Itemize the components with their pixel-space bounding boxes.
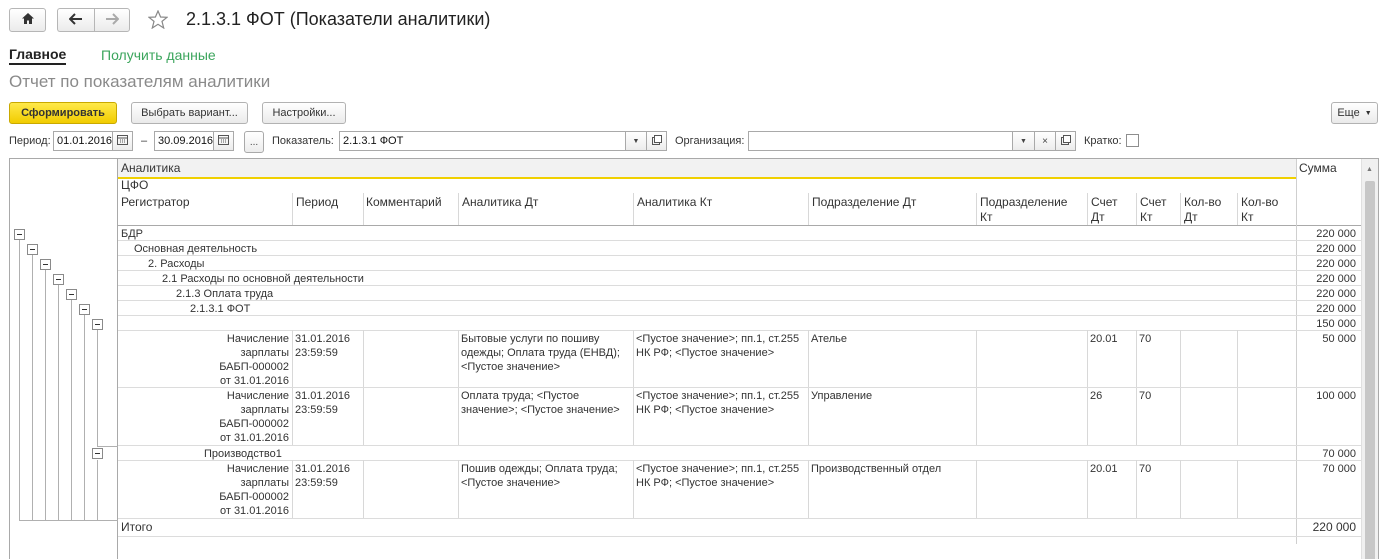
header-acc-dt-line2: Дт bbox=[1091, 210, 1105, 224]
org-label: Организация: bbox=[675, 135, 745, 147]
period-to-calendar-button[interactable] bbox=[213, 131, 234, 151]
calendar-icon bbox=[218, 135, 229, 148]
choose-variant-button[interactable]: Выбрать вариант... bbox=[131, 102, 248, 124]
tab-get-data[interactable]: Получить данные bbox=[101, 47, 216, 63]
forward-button[interactable] bbox=[94, 8, 130, 32]
header-acc-dt-line1: Счет bbox=[1091, 195, 1118, 209]
analytics-dt-cell: одежды; Оплата труда (ЕНВД); bbox=[461, 347, 620, 359]
period-label: Период: bbox=[9, 135, 51, 147]
registrar-line: зарплаты bbox=[240, 404, 289, 416]
collapse-icon[interactable] bbox=[92, 448, 103, 459]
analytics-dt-cell: Пошив одежды; Оплата труда; bbox=[461, 463, 618, 475]
sum-cell: 70 000 bbox=[1322, 463, 1356, 475]
period-cell: 31.01.2016 bbox=[295, 463, 351, 475]
org-field[interactable] bbox=[748, 131, 1012, 151]
subgroup-sum: 70 000 bbox=[1322, 448, 1356, 460]
registrar-line: Начисление bbox=[226, 390, 289, 402]
collapse-icon[interactable] bbox=[14, 229, 25, 240]
period-dash: – bbox=[141, 135, 148, 147]
analytics-kt-cell: <Пустое значение>; пп.1, ст.255 bbox=[636, 333, 800, 345]
registrar-line: Начисление bbox=[226, 463, 289, 475]
report-title: Отчет по показателям аналитики bbox=[9, 72, 271, 91]
indicator-field[interactable]: 2.1.3.1 ФОТ bbox=[339, 131, 625, 151]
settings-button[interactable]: Настройки... bbox=[262, 102, 346, 124]
collapse-icon[interactable] bbox=[92, 319, 103, 330]
group-row-sum: 220 000 bbox=[1316, 243, 1356, 255]
group-row-sum: 220 000 bbox=[1316, 288, 1356, 300]
collapse-icon[interactable] bbox=[27, 244, 38, 255]
vertical-scrollbar[interactable] bbox=[1361, 159, 1378, 559]
dropdown-icon: ▼ bbox=[632, 137, 640, 145]
group-row-label: 2.1.3.1 ФОТ bbox=[190, 303, 251, 315]
collapse-icon[interactable] bbox=[79, 304, 90, 315]
period-to-field[interactable]: 30.09.2016 bbox=[154, 131, 213, 151]
indicator-open-button[interactable] bbox=[646, 131, 667, 151]
acc-kt-cell: 70 bbox=[1139, 390, 1152, 402]
acc-dt-cell: 20.01 bbox=[1090, 463, 1118, 475]
home-icon bbox=[21, 12, 35, 28]
header-qty-dt-line2: Дт bbox=[1184, 210, 1198, 224]
window-title: 2.1.3.1 ФОТ (Показатели аналитики) bbox=[186, 9, 491, 29]
analytics-kt-cell: <Пустое значение>; пп.1, ст.255 bbox=[636, 390, 800, 402]
collapse-icon[interactable] bbox=[66, 289, 77, 300]
period-cell: 23:59:59 bbox=[295, 477, 338, 489]
group-row-sum: 220 000 bbox=[1316, 273, 1356, 285]
more-button[interactable] bbox=[1331, 102, 1378, 124]
header-qty-dt-line1: Кол-во bbox=[1184, 195, 1222, 209]
header-comment: Комментарий bbox=[366, 195, 442, 209]
analytics-dt-cell: Бытовые услуги по пошиву bbox=[461, 333, 600, 345]
open-form-icon bbox=[1061, 135, 1071, 148]
home-button[interactable] bbox=[9, 8, 46, 32]
period-cell: 23:59:59 bbox=[295, 347, 338, 359]
analytics-dt-cell: <Пустое значение> bbox=[461, 477, 561, 489]
period-from-field[interactable]: 01.01.2016 bbox=[53, 131, 112, 151]
registrar-line: от 31.01.2016 bbox=[219, 505, 289, 517]
analytics-dt-cell: <Пустое значение> bbox=[461, 361, 561, 373]
registrar-line: БАБП-000002 bbox=[219, 491, 289, 503]
report-spreadsheet[interactable] bbox=[9, 158, 1379, 559]
header-dept-dt: Подразделение Дт bbox=[812, 195, 917, 209]
period-cell: 23:59:59 bbox=[295, 404, 338, 416]
dropdown-icon: ▼ bbox=[1020, 137, 1027, 145]
dept-dt-cell: Производственный отдел bbox=[811, 463, 942, 475]
sum-cell: 50 000 bbox=[1322, 333, 1356, 345]
scroll-up-icon[interactable]: ▲ bbox=[1366, 166, 1373, 173]
back-arrow-icon bbox=[69, 13, 83, 28]
calendar-icon bbox=[117, 135, 128, 148]
header-registrar: Регистратор bbox=[121, 195, 190, 209]
org-open-button[interactable] bbox=[1055, 131, 1076, 151]
analytics-dt-cell: значение>; <Пустое значение> bbox=[461, 404, 620, 416]
group-row-sum: 220 000 bbox=[1316, 303, 1356, 315]
header-analytics-dt: Аналитика Дт bbox=[462, 195, 539, 209]
back-button[interactable] bbox=[57, 8, 94, 32]
period-cell: 31.01.2016 bbox=[295, 390, 351, 402]
dept-dt-cell: Ателье bbox=[811, 333, 848, 345]
group-row-sum: 150 000 bbox=[1316, 318, 1356, 330]
analytics-kt-cell: НК РФ; <Пустое значение> bbox=[636, 347, 775, 359]
brief-checkbox[interactable] bbox=[1126, 134, 1139, 147]
group-row-sum: 220 000 bbox=[1316, 258, 1356, 270]
org-clear-button[interactable] bbox=[1034, 131, 1055, 151]
group-row-sum: 220 000 bbox=[1316, 228, 1356, 240]
analytics-dt-cell: Оплата труда; <Пустое bbox=[461, 390, 580, 402]
header-analytics: Аналитика bbox=[121, 161, 181, 175]
generate-button[interactable]: Сформировать bbox=[9, 102, 117, 124]
header-period: Период bbox=[296, 195, 339, 209]
collapse-icon[interactable] bbox=[40, 259, 51, 270]
header-cfo: ЦФО bbox=[121, 178, 149, 192]
total-sum: 220 000 bbox=[1312, 520, 1356, 534]
group-row-label: 2.1.3 Оплата труда bbox=[176, 288, 274, 300]
registrar-line: от 31.01.2016 bbox=[219, 432, 289, 444]
acc-kt-cell: 70 bbox=[1139, 333, 1152, 345]
registrar-line: зарплаты bbox=[240, 347, 289, 359]
sum-cell: 100 000 bbox=[1316, 390, 1356, 402]
indicator-dropdown-button[interactable] bbox=[625, 131, 646, 151]
period-from-calendar-button[interactable] bbox=[112, 131, 133, 151]
subgroup-label: Производство1 bbox=[204, 448, 282, 460]
header-qty-kt-line2: Кт bbox=[1241, 210, 1254, 224]
header-dept-kt-line1: Подразделение bbox=[980, 195, 1068, 209]
clear-icon: × bbox=[1042, 135, 1048, 147]
group-row-label: Основная деятельность bbox=[134, 243, 258, 255]
indicator-label: Показатель: bbox=[272, 135, 334, 147]
header-qty-kt-line1: Кол-во bbox=[1241, 195, 1279, 209]
header-acc-kt-line2: Кт bbox=[1140, 210, 1153, 224]
analytics-kt-cell: НК РФ; <Пустое значение> bbox=[636, 404, 775, 416]
registrar-line: зарплаты bbox=[240, 477, 289, 489]
header-sum: Сумма bbox=[1299, 161, 1337, 175]
more-label: Еще bbox=[1337, 107, 1360, 119]
scrollbar-thumb[interactable] bbox=[1365, 181, 1375, 559]
total-label: Итого bbox=[121, 520, 153, 534]
group-tree bbox=[10, 159, 118, 559]
header-acc-kt-line1: Счет bbox=[1140, 195, 1167, 209]
registrar-line: БАБП-000002 bbox=[219, 361, 289, 373]
tab-main[interactable]: Главное bbox=[9, 46, 66, 65]
dept-dt-cell: Управление bbox=[811, 390, 873, 402]
group-row-label: 2.1 Расходы по основной деятельности bbox=[162, 273, 364, 285]
period-cell: 31.01.2016 bbox=[295, 333, 351, 345]
collapse-icon[interactable] bbox=[53, 274, 64, 285]
dropdown-icon: ▼ bbox=[1364, 109, 1372, 117]
registrar-line: Начисление bbox=[226, 333, 289, 345]
registrar-line: от 31.01.2016 bbox=[219, 375, 289, 387]
period-select-button[interactable]: ... bbox=[244, 131, 264, 153]
org-dropdown-button[interactable] bbox=[1012, 131, 1034, 151]
acc-kt-cell: 70 bbox=[1139, 463, 1152, 475]
forward-arrow-icon bbox=[105, 13, 119, 28]
star-icon[interactable] bbox=[148, 10, 168, 32]
registrar-line: БАБП-000002 bbox=[219, 418, 289, 430]
header-dept-kt-line2: Кт bbox=[980, 210, 993, 224]
analytics-kt-cell: <Пустое значение>; пп.1, ст.255 bbox=[636, 463, 800, 475]
group-row-label: БДР bbox=[121, 228, 144, 240]
open-form-icon bbox=[652, 135, 662, 148]
acc-dt-cell: 26 bbox=[1090, 390, 1103, 402]
group-row-label: 2. Расходы bbox=[148, 258, 205, 270]
acc-dt-cell: 20.01 bbox=[1090, 333, 1118, 345]
analytics-kt-cell: НК РФ; <Пустое значение> bbox=[636, 477, 775, 489]
header-analytics-kt: Аналитика Кт bbox=[637, 195, 713, 209]
brief-label: Кратко: bbox=[1084, 135, 1122, 147]
